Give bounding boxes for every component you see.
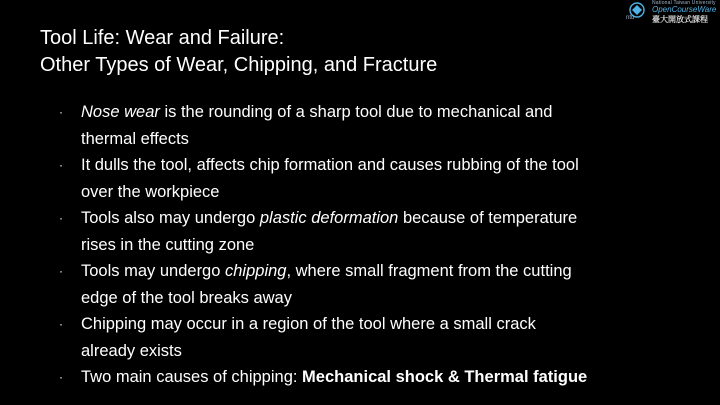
bullet-line: edge of the tool breaks away [81,288,292,307]
bullet-symbol: · [59,317,63,331]
bullet-line: rises in the cutting zone [81,235,255,254]
bullet-item-crack [0,311,720,364]
bullet-line: Chipping may occur in a region of the tool where a small crack [81,315,536,333]
emphasis-text: chipping [225,262,287,280]
slide-title-line-2: Other Types of Wear, Chipping, and Fracture [40,54,438,76]
bullet-text: , where small fragment from the cutting [286,262,572,280]
bullet-text: Tools also may undergo [81,209,260,227]
emphasis-text: plastic deformation [259,209,399,227]
bullet-item-nose-wear [0,99,720,152]
bullet-text: Two main causes of chipping: [81,368,303,386]
ntu-ocw-logo [622,0,720,24]
bullet-line: over the workpiece [81,182,220,201]
logo-university-text: National Taiwan University [652,0,716,6]
bullet-text: is the rounding of a sharp tool due to mechanical and [159,103,553,121]
logo-chinese-text: 臺大開放式課程 [652,15,708,24]
slide-title [40,25,620,79]
bullet-item-chipping [0,258,720,311]
logo-tag-text: ntu [626,15,635,21]
bullet-item-plastic-deformation [0,205,720,258]
bullet-line: thermal effects [81,129,189,148]
emphasis-text: Nose wear [81,103,160,121]
bullet-symbol: · [59,211,63,225]
bullet-symbol: · [59,158,63,172]
bullet-text: because of temperature [398,209,578,227]
bullet-line [81,205,700,232]
bullet-line: It dulls the tool, affects chip formation and causes rubbing of the tool [81,156,579,174]
slide-title-line-1: Tool Life: Wear and Failure: [40,27,285,49]
bold-text: Mechanical shock & Thermal fatigue [302,368,588,386]
bullet-text: Tools may undergo [81,262,225,280]
bullet-symbol: · [59,370,63,384]
bullet-symbol: · [59,105,63,119]
bullet-list [0,99,720,391]
bullet-item-main-causes [0,364,720,391]
bullet-item-dulls-tool [0,152,720,205]
logo-ocw-text: OpenCourseWare [652,5,717,14]
bullet-line [81,258,700,285]
bullet-line [81,364,700,391]
bullet-symbol: · [59,264,63,278]
bullet-line [81,99,700,126]
bullet-line: already exists [81,341,182,360]
